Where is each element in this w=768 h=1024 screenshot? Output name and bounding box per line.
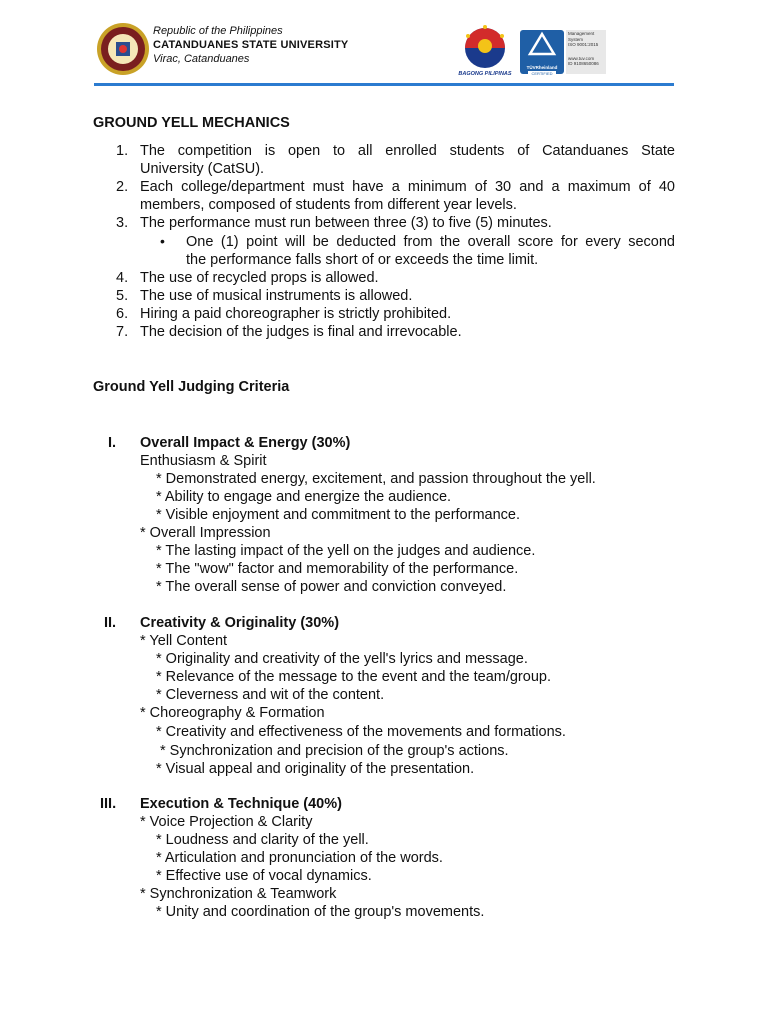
section-heading: Execution & Technique (40%) [140,796,342,812]
mechanics-title: GROUND YELL MECHANICS [93,115,290,131]
sub-bullet-text: One (1) point will be deducted from the overall score for every second [186,234,675,250]
header-location: Virac, Catanduanes [153,53,250,65]
list-number: 2. [116,179,129,195]
list-number: 1. [116,143,129,159]
criteria-line: Enthusiasm & Spirit [140,453,267,469]
list-number: 6. [116,306,129,322]
criteria-line: * Unity and coordination of the group's movements. [156,904,485,920]
list-number: 4. [116,270,129,286]
list-item-text: The use of musical instruments is allowed. [140,288,413,304]
list-number: 3. [116,215,129,231]
tuv-info-line: ID 9108650086 [568,61,599,66]
criteria-line: * Yell Content [140,633,228,649]
tuv-info-line: Management [568,31,595,36]
header-university: CATANDUANES STATE UNIVERSITY [153,39,349,51]
bagong-pilipinas-caption: BAGONG PILIPINAS [458,71,512,77]
criteria-line: * Ability to engage and energize the audience. [156,489,452,505]
section-heading: Overall Impact & Energy (30%) [140,435,351,451]
list-number: 7. [116,324,129,340]
sub-bullet-icon: • [160,233,165,249]
criteria-line: * The lasting impact of the yell on the judges and audience. [156,543,536,559]
list-item-text: The performance must run between three (3) to five (5) minutes. [140,215,552,231]
tuv-info-line: System [568,36,584,42]
tuv-triangle-icon [520,30,564,60]
criteria-line: * Visual appeal and originality of the presentation. [156,761,475,777]
header-republic: Republic of the Philippines [153,25,283,37]
tuv-info-line [568,48,604,56]
list-item-text: The decision of the judges is final and irrevocable. [140,324,462,340]
list-item-text: members, composed of students from different year levels. [140,197,517,213]
criteria-line: * Synchronization and precision of the group's actions. [160,743,509,759]
header-text [153,24,348,66]
list-number: 5. [116,288,129,304]
criteria-line: * Demonstrated energy, excitement, and passion throughout the yell. [156,471,596,487]
tuv-info-panel [566,30,606,74]
tuv-info-line: www.tuv.com [568,55,595,61]
criteria-line: * Creativity and effectiveness of the movements and formations. [156,724,566,740]
criteria-title: Ground Yell Judging Criteria [93,379,290,395]
criteria-line: * Choreography & Formation [140,705,325,721]
section-numeral: I. [108,435,117,451]
tuv-label: TÜVRheinland [526,65,558,70]
criteria-line: * Articulation and pronunciation of the words. [156,850,443,866]
criteria-line: * Overall Impression [140,525,271,541]
criteria-line: * Synchronization & Teamwork [140,886,337,902]
criteria-line: * Effective use of vocal dynamics. [156,868,372,884]
criteria-line: * Voice Projection & Clarity [140,814,313,830]
list-item-text: The use of recycled props is allowed. [140,270,379,286]
section-numeral: II. [104,615,117,631]
section-numeral: III. [100,796,117,812]
list-item-text: The competition is open to all enrolled students of Catanduanes State [140,143,675,159]
list-item-text: Hiring a paid choreographer is strictly prohibited. [140,306,452,322]
criteria-line: * Cleverness and wit of the content. [156,687,385,703]
tuv-certified: CERTIFIED [528,71,556,76]
header-divider [94,83,674,86]
criteria-line: * Relevance of the message to the event and the team/group. [156,669,551,685]
criteria-line: * The "wow" factor and memorability of the performance. [156,561,519,577]
tuv-info-line: ISO 9001:2015 [568,42,599,47]
criteria-line: * The overall sense of power and conviction conveyed. [156,579,507,595]
tuv-certification-logo [520,30,564,74]
criteria-line: * Loudness and clarity of the yell. [156,832,369,848]
section-heading: Creativity & Originality (30%) [140,615,340,631]
criteria-line: * Originality and creativity of the yell's lyrics and message. [156,651,528,667]
list-item-text: Each college/department must have a minimum of 30 and a maximum of 40 [140,179,675,195]
list-item-text: University (CatSU). [140,161,265,177]
sub-bullet-text: the performance falls short of or exceeds the time limit. [186,252,539,268]
university-seal-logo [96,22,150,76]
criteria-line: * Visible enjoyment and commitment to the performance. [156,507,521,523]
